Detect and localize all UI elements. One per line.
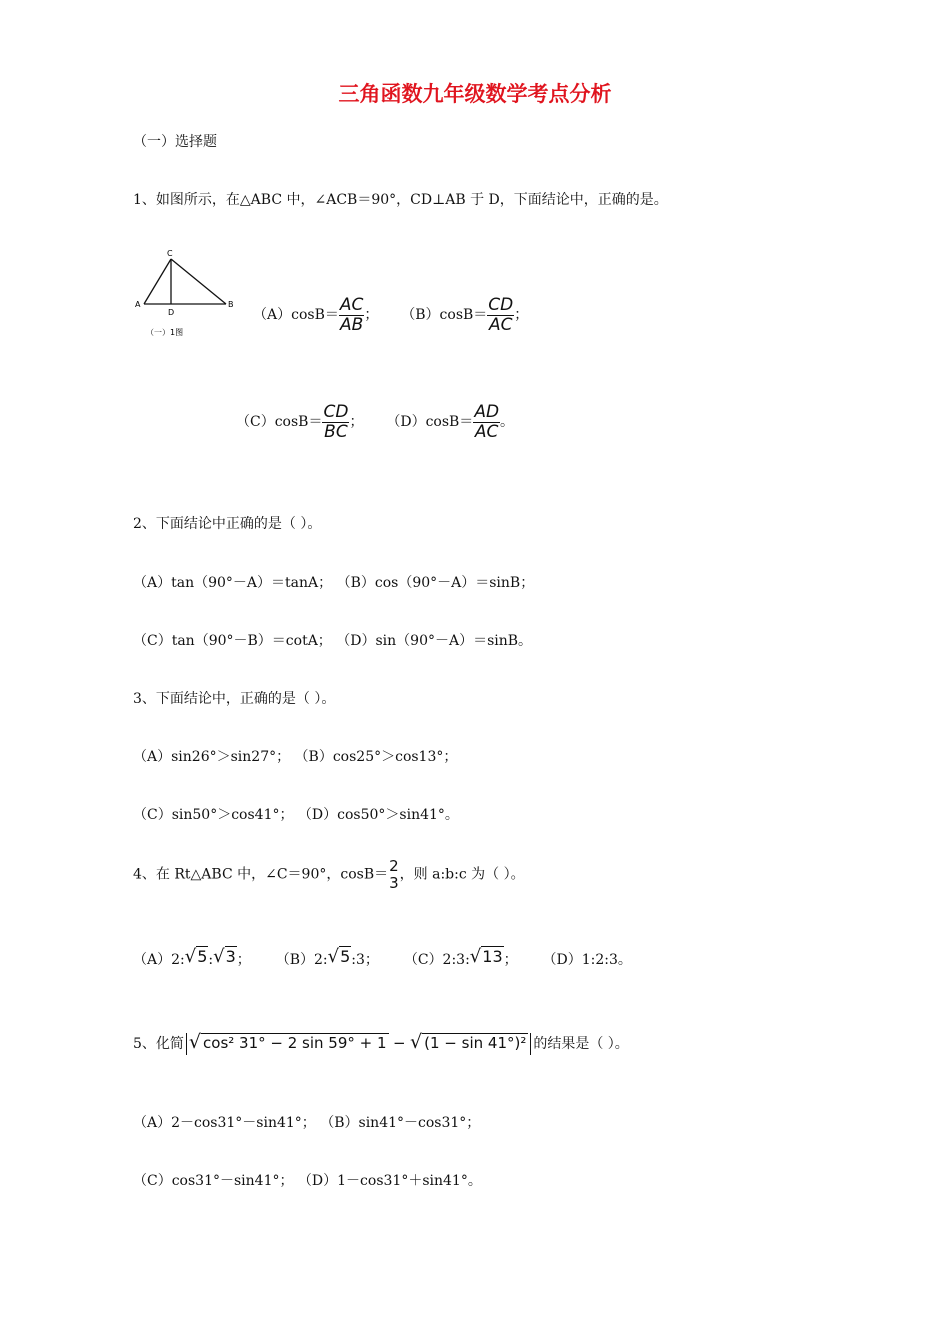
fraction-numerator: AC [339,295,364,315]
question-4-stem [133,858,525,891]
option-b-suffix: ； [514,307,529,324]
vertex-label-b: B [228,300,234,309]
figure-caption: （一）1图 [146,328,184,337]
option-c-suffix: ； [503,952,518,968]
question-2-stem: 2、下面结论中正确的是（ ）。 [133,516,322,532]
fraction-numerator: CD [488,295,514,315]
question-3-options-cd: （C）sin50°＞cos41°； （D）cos50°＞sin41°。 [133,807,459,823]
option-a-prefix: （A）2: [133,952,185,968]
option-d-suffix: 。 [500,414,515,431]
sqrt-expression: √13 [469,946,503,967]
question-5-stem [133,1031,629,1055]
question-2-options-cd: （C）tan（90°－B）＝cotA； （D）sin（90°－A）＝sinB。 [133,633,533,649]
cos-b-fraction [388,858,400,891]
fraction-numerator: 2 [389,857,399,875]
question-2-options-ab: （A）tan（90°－A）＝tanA； （B）cos（90°－A）＝sinB； [133,575,535,591]
fraction-denominator: 3 [389,873,399,892]
section-heading: （一）选择题 [133,134,217,150]
option-a-fraction [339,296,365,334]
sqrt-expression: √3 [213,946,236,967]
radical-expression-2: √ (1 − sin 41°)² [410,1031,527,1053]
option-c-prefix: （C）2:3: [403,952,470,968]
option-d: （D）1:2:3。 [542,952,632,968]
absolute-value-bar-right [530,1033,531,1055]
question-1-options-cd [236,403,514,441]
fraction-denominator: AC [489,314,513,335]
question-3-options-ab: （A）sin26°＞sin27°； （B）cos25°＞cos13°； [133,749,458,765]
sqrt-expression: √5 [184,946,208,967]
question-3-stem: 3、下面结论中，正确的是（ ）。 [133,691,336,707]
question-5-prefix: 5、化简 [133,1036,184,1052]
option-d-prefix: （D）cosB＝ [386,414,474,431]
question-4-prefix: 4、在 Rt△ABC 中，∠C＝90°，cosB＝ [133,866,389,883]
ratio-colon: : [208,952,214,968]
question-5-options-cd: （C）cos31°－sin41°； （D）1－cos31°＋sin41°。 [133,1173,482,1189]
fraction-denominator: AC [474,421,499,442]
absolute-value-bar-left [186,1033,187,1055]
page-title: 三角函数九年级数学考点分析 [338,82,612,106]
option-b-fraction [487,296,514,334]
option-b-prefix: （B）cosB＝ [401,307,488,324]
option-a-prefix: （A）cosB＝ [253,307,339,324]
fraction-denominator: AB [339,314,364,335]
option-b-prefix: （B）2: [275,952,328,968]
vertex-label-c: C [167,249,173,258]
fraction-numerator: CD [323,402,349,422]
option-a-suffix: ； [236,952,251,968]
fraction-denominator: BC [324,421,348,442]
option-c-prefix: （C）cosB＝ [236,414,323,431]
triangle-figure [128,246,243,342]
option-b-suffix: :3； [351,952,379,968]
minus-sign: − [393,1034,406,1052]
question-4-suffix: ，则 a:b:c 为（ ）。 [399,866,525,883]
question-5-options-ab: （A）2－cos31°－sin41°； （B）sin41°－cos31°； [133,1115,481,1131]
option-d-fraction [473,403,500,441]
question-4-options [133,946,632,969]
question-1-options-ab [253,296,528,334]
radical-expression-1: √ cos² 31° − 2 sin 59° + 1 [188,1031,387,1053]
option-c-fraction [322,403,349,441]
option-c-suffix: ； [349,414,364,431]
question-5-suffix: 的结果是（ ）。 [533,1036,629,1052]
sqrt-expression: √5 [327,946,351,967]
question-1-stem: 1、如图所示，在△ABC 中，∠ACB＝90°，CD⊥AB 于 D，下面结论中，正确的是。 [133,192,668,208]
vertex-label-a: A [135,300,141,309]
option-a-suffix: ； [364,307,379,324]
vertex-label-d: D [168,308,175,317]
fraction-numerator: AD [474,402,500,422]
